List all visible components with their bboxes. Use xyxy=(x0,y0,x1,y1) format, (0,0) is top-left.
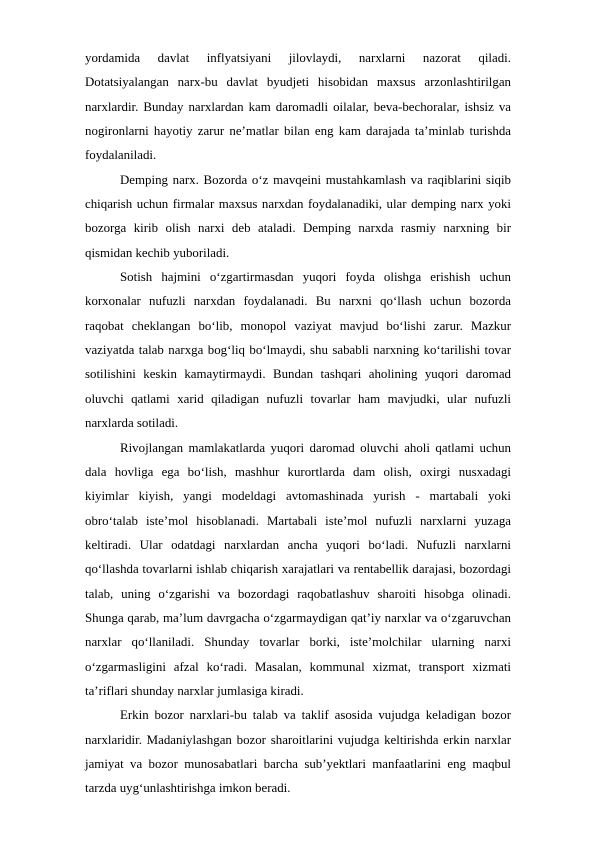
paragraph-prestige-price: Sotish hajmini o‘zgartirmasdan yuqori foyda olishga erishish uchun korxonalar nufuzli narxdan foydalanadi. Bu narxni qo‘llash uchun bozorda raqobat cheklangan bo‘lib, monopol vaziyat mavjud bo‘lishi zarur. Mazkur vaziyatda talab narxga bog‘liq bo‘lmaydi, shu sababli narxning ko‘tarilishi tovar sotilishini keskin kamaytirmaydi. Bundan tashqari aholining yuqori daromad oluvchi qatlami xarid qiladigan nufuzli tovarlar ham mavjudki, ular nufuzli narxlarda sotiladi. xyxy=(85,270,511,431)
paragraph-free-market-prices: Erkin bozor narxlari-bu talab va taklif asosida vujudga keladigan bozor narxlaridir. Madaniylashgan bozor sharoitlarini vujudga keltirishda erkin narxlar jamiyat va bozor munosabatlari barcha sub’yektlari manfaatlarini eng maqbul tarzda uyg‘unlashtirishga imkon beradi. xyxy=(85,708,511,796)
paragraph-prestige-consumption: Rivojlangan mamlakatlarda yuqori daromad oluvchi aholi qatlami uchun dala hovliga ega bo‘lish, mashhur kurortlarda dam olish, oxirgi nusxadagi kiyimlar kiyish, yangi modeldagi avtomashinada yurish - martabali yoki obro‘talab iste’mol hisoblanadi. Martabali iste’mol nufuzli narxlarni yuzaga keltiradi. Ular odatdagi narxlardan ancha yuqori bo‘ladi. Nufuzli narxlarni qo‘llashda tovarlarni ishlab chiqarish xarajatlari va rentabellik darajasi, bozordagi talab, uning o‘zgarishi va bozordagi raqobatlashuv sharoiti hisobga olinadi. Shunga qarab, ma’lum davrgacha o‘zgarmaydigan qat’iy narxlar va o‘zgaruvchan narxlar qo‘llaniladi. Shunday tovarlar borki, iste’molchilar ularning narxi o‘zgarmasligini afzal ko‘radi. Masalan, kommunal xizmat, transport xizmati ta’riflari shunday narxlar jumlasiga kiradi. xyxy=(85,440,511,698)
document-page xyxy=(85,46,511,801)
paragraph-dumping-price: Demping narx. Bozorda o‘z mavqeini mustahkamlash va raqiblarini siqib chiqarish uchun firmalar maxsus narxdan foydalanadiki, ular demping narx yoki bozorga kirib olish narxi deb ataladi. Demping narxda rasmiy narxning bir qismidan kechib yuboriladi. xyxy=(85,172,511,260)
paragraph-continuation: yordamida davlat inflyatsiyani jilovlaydi, narxlarni nazorat qiladi. Dotatsiyalangan narx-bu davlat byudjeti hisobidan maxsus arzonlashtirilgan narxlardir. Bunday narxlardan kam daromadli oilalar, beva-bechoralar, ishsiz va nogironlarni hayotiy zarur ne’matlar bilan eng kam darajada ta’minlab turishda foydalaniladi. xyxy=(85,51,511,163)
